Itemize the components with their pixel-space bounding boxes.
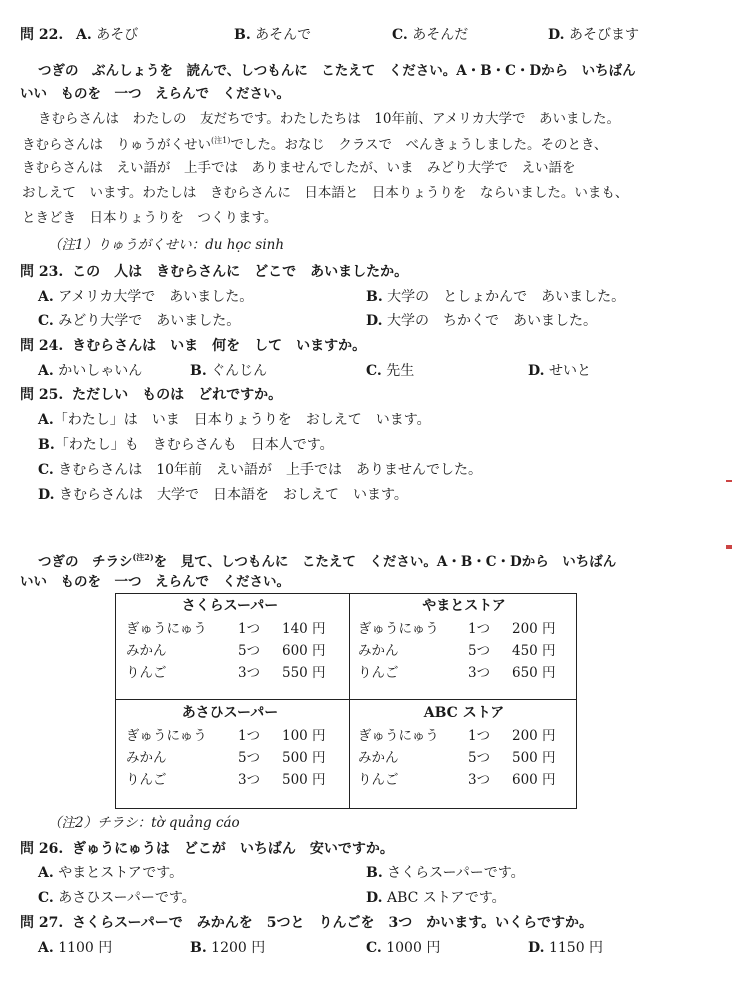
item-price: 450 円 [512, 643, 556, 659]
q22-option-a[interactable]: A. あそび [76, 27, 139, 43]
footnote-2: （注2）チラシ：tờ quảng cáo [48, 815, 240, 831]
flyer-horizontal-divider [116, 699, 576, 700]
item-price: 500 円 [512, 750, 556, 766]
question-23: 問 23. この 人は きむらさんに どこで あいましたか。 [20, 264, 409, 280]
item-name: みかん [358, 750, 399, 766]
question-24: 問 24. きむらさんは いま 何を して いますか。 [20, 338, 367, 354]
q25-option-c[interactable]: C. きむらさんは 10年前 えい語が 上手では ありませんでした。 [38, 462, 483, 478]
q23-option-a[interactable]: A. アメリカ大学で あいました。 [38, 289, 254, 305]
item-qty: 1つ [238, 728, 261, 744]
footnote-1: （注1）りゅうがくせい：du học sinh [48, 237, 285, 253]
item-name: みかん [126, 750, 167, 766]
instruction-1-line-1: つぎの ぶんしょうを 読んで、しつもんに こたえて ください。A・B・C・Dから いちばん [38, 63, 636, 79]
item-price: 600 円 [512, 772, 556, 788]
passage-line-2: きむらさんは りゅうがくせい$^{(注1)}$でした。おなじ クラスで べんきょうしました。そのとき、 [22, 136, 608, 153]
item-price: 550 円 [282, 665, 326, 681]
store-cell-abc [350, 701, 578, 805]
question-27: 問 27. さくらスーパーで みかんを 5つと りんごを 3つ かいます。いくらですか。 [20, 915, 593, 931]
item-price: 200 円 [512, 728, 556, 744]
item-name: ぎゅうにゅう [358, 728, 439, 744]
item-qty: 1つ [238, 621, 261, 637]
item-qty: 3つ [238, 665, 261, 681]
item-price: 500 円 [282, 772, 326, 788]
item-name: りんご [358, 665, 399, 681]
item-name: りんご [126, 665, 167, 681]
q27-option-b[interactable]: B. 1200 円 [190, 940, 266, 956]
q22-option-b[interactable]: B. あそんで [234, 27, 312, 43]
passage-line-5: ときどき 日本りょうりを つくります。 [22, 210, 278, 226]
q25-option-a[interactable]: A.「わたし」は いま 日本りょうりを おしえて います。 [38, 412, 431, 428]
item-qty: 5つ [468, 643, 491, 659]
store-name: さくらスーパー [181, 598, 279, 614]
instruction-2-line-1: つぎの チラシ$^{(注2)}$を 見て、しつもんに こたえて ください。A・B・C・Dから いちばん [38, 552, 617, 570]
item-name: りんご [126, 772, 167, 788]
q27-option-a[interactable]: A. 1100 円 [38, 940, 113, 956]
item-price: 100 円 [282, 728, 326, 744]
q23-option-b[interactable]: B. 大学の としょかんで あいました。 [366, 289, 626, 305]
store-name: あさひスーパー [181, 705, 279, 721]
q26-option-b[interactable]: B. さくらスーパーです。 [366, 865, 525, 881]
q23-option-d[interactable]: D. 大学の ちかくで あいました。 [366, 313, 597, 329]
store-cell-sakura [116, 594, 344, 698]
item-price: 600 円 [282, 643, 326, 659]
q25-option-b[interactable]: B.「わたし」も きむらさんも 日本人です。 [38, 437, 334, 453]
q23-option-c[interactable]: C. みどり大学で あいました。 [38, 313, 241, 329]
q25-option-d[interactable]: D. きむらさんは 大学で 日本語を おしえて います。 [38, 487, 408, 503]
instruction-2-line-2: いい ものを 一つ えらんで ください。 [20, 574, 290, 590]
item-name: りんご [358, 772, 399, 788]
q26-option-d[interactable]: D. ABC ストアです。 [366, 890, 506, 906]
store-name: やまとストア [422, 598, 506, 614]
store-cell-yamato [350, 594, 578, 698]
item-name: みかん [358, 643, 399, 659]
q22-option-d[interactable]: D. あそびます [548, 27, 639, 43]
q27-option-d[interactable]: D. 1150 円 [528, 940, 604, 956]
flyer-table [115, 593, 577, 809]
edge-mark [726, 545, 732, 549]
item-price: 650 円 [512, 665, 556, 681]
q24-option-d[interactable]: D. せいと [528, 363, 591, 379]
q24-option-c[interactable]: C. 先生 [366, 363, 415, 379]
passage-line-4: おしえて います。わたしは きむらさんに 日本語と 日本りょうりを ならいました。いまも、 [22, 185, 629, 201]
q24-option-b[interactable]: B. ぐんじん [190, 363, 268, 379]
item-price: 200 円 [512, 621, 556, 637]
instruction-1-line-2: いい ものを 一つ えらんで ください。 [20, 86, 290, 102]
item-qty: 3つ [468, 665, 491, 681]
passage-line-3: きむらさんは えい語が 上手では ありませんでしたが、いま みどり大学で えい語を [22, 160, 576, 176]
question-25: 問 25. ただしい ものは どれですか。 [20, 387, 283, 403]
q26-option-a[interactable]: A. やまとストアです。 [38, 865, 184, 881]
edge-mark [726, 480, 732, 482]
item-qty: 3つ [468, 772, 491, 788]
item-qty: 3つ [238, 772, 261, 788]
q24-option-a[interactable]: A. かいしゃいん [38, 363, 143, 379]
item-qty: 1つ [468, 621, 491, 637]
item-name: ぎゅうにゅう [126, 728, 207, 744]
q27-option-c[interactable]: C. 1000 円 [366, 940, 441, 956]
q22-option-c[interactable]: C. あそんだ [392, 27, 469, 43]
item-name: みかん [126, 643, 167, 659]
item-qty: 5つ [238, 750, 261, 766]
item-price: 140 円 [282, 621, 326, 637]
item-price: 500 円 [282, 750, 326, 766]
question-22-number: 問 22. [20, 27, 64, 43]
question-26: 問 26. ぎゅうにゅうは どこが いちばん 安いですか。 [20, 841, 394, 857]
q26-option-c[interactable]: C. あさひスーパーです。 [38, 890, 196, 906]
passage-line-1: きむらさんは わたしの 友だちです。わたしたちは 10年前、アメリカ大学で あいました。 [38, 111, 621, 127]
store-name: ABC ストア [423, 705, 505, 721]
item-qty: 1つ [468, 728, 491, 744]
item-qty: 5つ [238, 643, 261, 659]
item-name: ぎゅうにゅう [358, 621, 439, 637]
item-name: ぎゅうにゅう [126, 621, 207, 637]
store-cell-asahi [116, 701, 344, 805]
item-qty: 5つ [468, 750, 491, 766]
